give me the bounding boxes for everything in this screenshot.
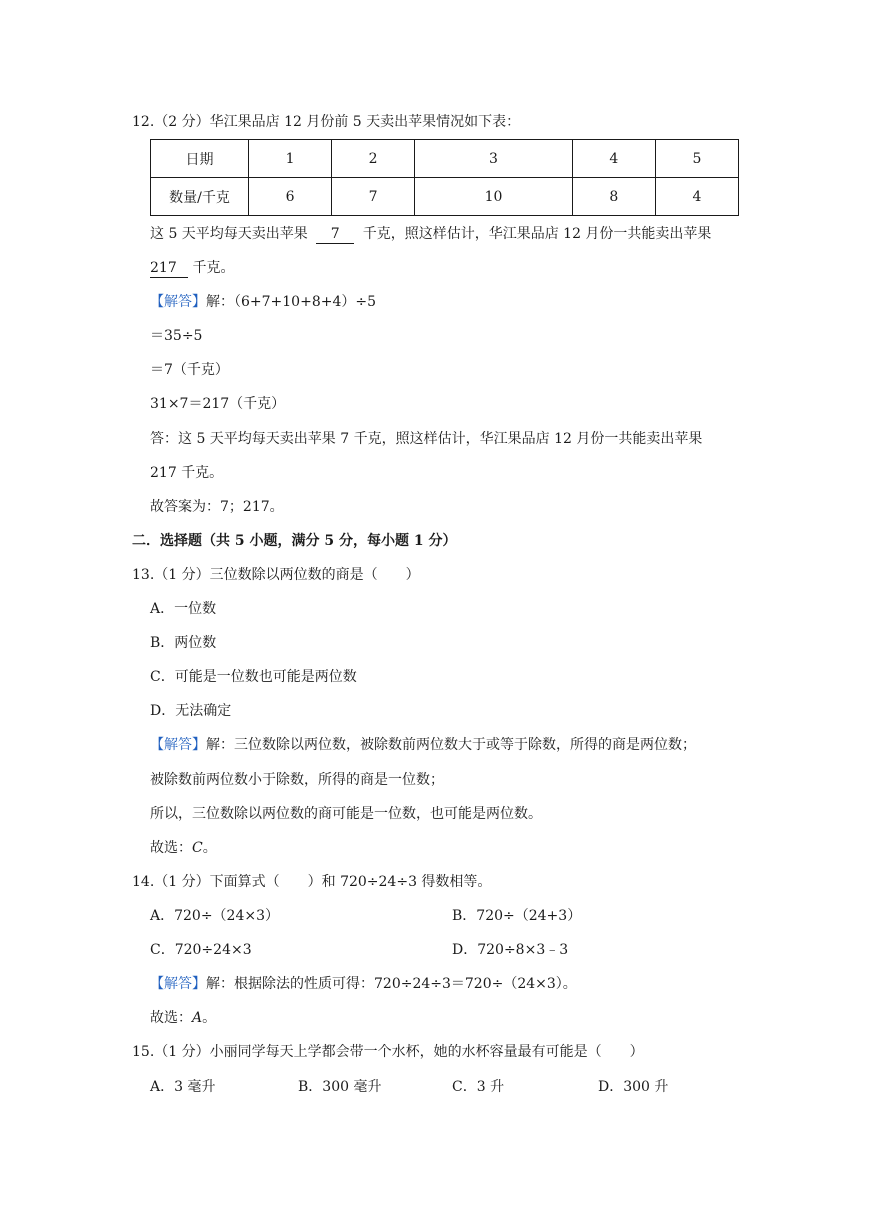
q12-fill-line-2 — [150, 258, 234, 278]
q14-stem: 14.（1 分）下面算式（ ）和 720÷24÷3 得数相等。 — [132, 874, 492, 890]
table-cell: 7 — [332, 178, 415, 216]
q15-stem: 15.（1 分）小丽同学每天上学都会带一个水杯，她的水杯容量最有可能是（ ） — [132, 1044, 644, 1060]
table-cell: 10 — [415, 178, 573, 216]
q12-fill-pre: 这 5 天平均每天卖出苹果 — [150, 226, 308, 242]
q12-solution-4: 31×7＝217（千克） — [150, 396, 286, 412]
choice-end: 。 — [202, 840, 217, 856]
q13-option-b: B．两位数 — [150, 635, 217, 651]
q14-option-a: A．720÷（24×3） — [150, 908, 280, 924]
solution-text: 解：根据除法的性质可得：720÷24÷3＝720÷（24×3）。 — [206, 976, 577, 992]
q13-option-d: D．无法确定 — [150, 703, 232, 719]
q12-solution-1 — [150, 292, 376, 312]
q14-choice — [150, 1008, 216, 1028]
q15-option-c: C．3 升 — [452, 1079, 505, 1095]
q12-fill-line — [150, 224, 711, 244]
q13-solution-2: 被除数前两位数小于除数，所得的商是一位数； — [150, 772, 444, 788]
table-cell: 5 — [655, 140, 738, 178]
table-cell: 1 — [249, 140, 332, 178]
answer-tag: 【解答】 — [150, 976, 206, 992]
solution-text: 解：（6+7+10+8+4）÷5 — [206, 294, 377, 310]
table-cell: 2 — [332, 140, 415, 178]
q13-solution-3: 所以，三位数除以两位数的商可能是一位数，也可能是两位数。 — [150, 806, 542, 822]
q12-fill-mid: 千克，照这样估计，华江果品店 12 月份一共能卖出苹果 — [362, 226, 712, 242]
q12-solution-3: ＝7（千克） — [150, 362, 229, 378]
q13-option-a: A．一位数 — [150, 601, 217, 617]
table-cell: 3 — [415, 140, 573, 178]
section-title: 二．选择题（共 5 小题，满分 5 分，每小题 1 分） — [132, 533, 457, 549]
table-header-date: 日期 — [151, 140, 249, 178]
table-header-amount: 数量/千克 — [151, 178, 249, 216]
table-row — [151, 140, 739, 178]
table-row — [151, 178, 739, 216]
q13-option-c: C．可能是一位数也可能是两位数 — [150, 669, 357, 685]
q12-solution-2: ＝35÷5 — [150, 328, 203, 344]
table-cell: 6 — [249, 178, 332, 216]
q14-option-c: C．720÷24×3 — [150, 942, 252, 958]
q15-option-b: B．300 毫升 — [298, 1079, 382, 1095]
answer-tag: 【解答】 — [150, 737, 206, 753]
answer-tag: 【解答】 — [150, 294, 206, 310]
solution-text: 解：三位数除以两位数，被除数前两位数大于或等于除数，所得的商是两位数； — [206, 737, 696, 753]
table-cell: 8 — [572, 178, 655, 216]
q12-solution-6: 217 千克。 — [150, 465, 224, 481]
q12-stem: 12.（2 分）华江果品店 12 月份前 5 天卖出苹果情况如下表： — [132, 114, 521, 130]
q12-blank-2: 217 — [150, 259, 188, 278]
q12-solution-5: 答：这 5 天平均每天卖出苹果 7 千克，照这样估计，华江果品店 12 月份一共能卖出苹果 — [150, 431, 703, 447]
q15-option-a: A．3 毫升 — [150, 1079, 216, 1095]
choice-value: C — [192, 840, 203, 856]
q15-option-d: D．300 升 — [598, 1079, 669, 1095]
q14-solution-1 — [150, 974, 577, 994]
q12-solution-7: 故答案为：7；217。 — [150, 499, 284, 515]
q13-choice — [150, 838, 217, 858]
q12-fill-post: 千克。 — [192, 260, 235, 276]
choice-label: 故选： — [150, 840, 192, 856]
table-cell: 4 — [655, 178, 738, 216]
q13-stem: 13.（1 分）三位数除以两位数的商是（ ） — [132, 567, 420, 583]
q13-solution-1 — [150, 735, 696, 755]
q12-blank-1: 7 — [316, 225, 354, 244]
choice-value: A — [192, 1010, 203, 1026]
table-cell: 4 — [572, 140, 655, 178]
choice-end: 。 — [202, 1010, 217, 1026]
q14-option-d: D．720÷8×3﹣3 — [452, 942, 569, 958]
choice-label: 故选： — [150, 1010, 192, 1026]
sales-table — [150, 139, 739, 216]
q14-option-b: B．720÷（24+3） — [452, 908, 582, 924]
